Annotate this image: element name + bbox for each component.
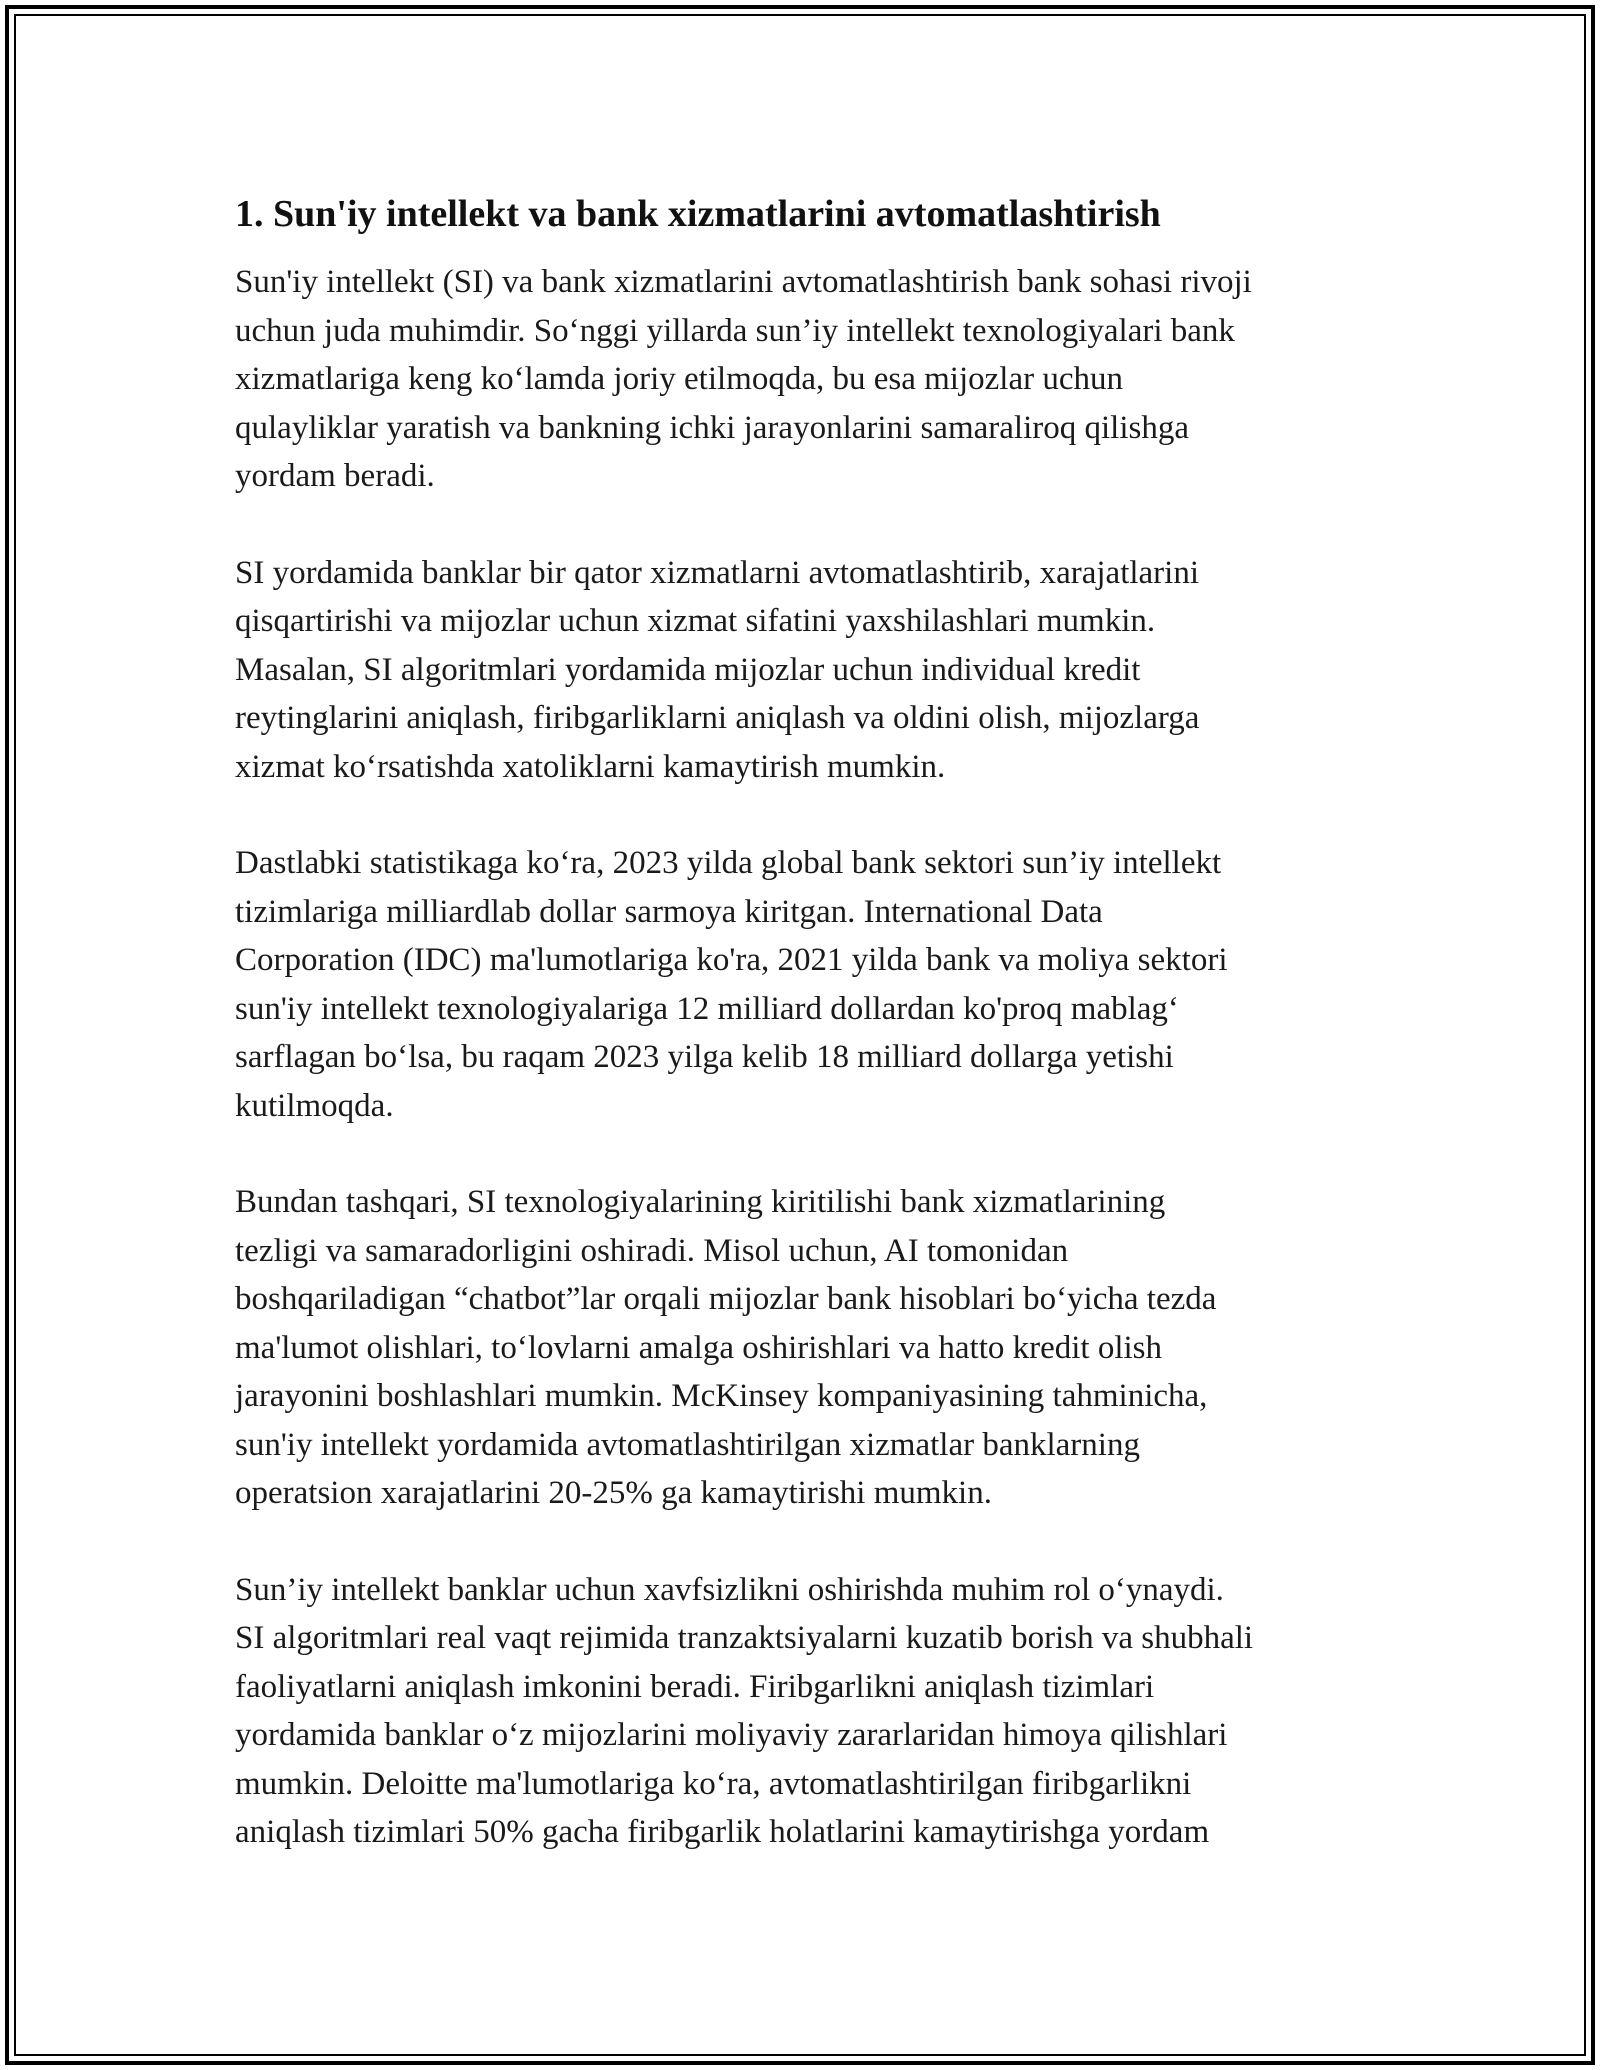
text-line: faoliyatlarni aniqlash imkonini beradi. Firibgarlikni aniqlash tizimlari [235, 1668, 1155, 1705]
text-line: Sun'iy intellekt (SI) va bank xizmatlarini avtomatlashtirish bank sohasi rivoji [235, 264, 1252, 300]
text-line: Bundan tashqari, SI texnologiyalarining kiritilishi bank xizmatlarining [235, 1184, 1166, 1220]
text-line: yordamida banklar o‘z mijozlarini moliyaviy zararlaridan himoya qilishlari [235, 1717, 1228, 1753]
text-line: Sun’iy intellekt banklar uchun xavfsizlikni oshirishda muhim rol o‘ynaydi. [235, 1571, 1224, 1608]
text-line: yordam beradi. [235, 458, 435, 494]
text-line: kutilmoqda. [235, 1087, 394, 1124]
text-line: boshqariladigan “chatbot”lar orqali mijozlar bank hisoblari bo‘yicha tezda [235, 1281, 1217, 1317]
text-line: qulayliklar yaratish va bankning ichki jarayonlarini samaraliroq qilishga [235, 409, 1189, 446]
paragraph-security [235, 1566, 1385, 1857]
text-line: Masalan, SI algoritmlari yordamida mijozlar uchun individual kredit [235, 651, 1141, 688]
text-line: mumkin. Deloitte ma'lumotlariga ko‘ra, avtomatlashtirilgan firibgarlikni [235, 1765, 1192, 1802]
document-body [235, 188, 1385, 1905]
text-line: operatsion xarajatlarini 20-25% ga kamaytirishi mumkin. [235, 1475, 992, 1511]
text-line: tezligi va samaradorligini oshiradi. Misol uchun, AI tomonidan [235, 1232, 1069, 1269]
text-line: SI algoritmlari real vaqt rejimida tranzaktsiyalarni kuzatib borish va shubhali [235, 1620, 1254, 1656]
text-line: xizmatlariga keng ko‘lamda joriy etilmoqda, bu esa mijozlar uchun [235, 361, 1123, 397]
text-line: SI yordamida banklar bir qator xizmatlarni avtomatlashtirib, xarajatlarini [235, 554, 1200, 591]
text-line: sun'iy intellekt texnologiyalariga 12 milliard dollardan ko'proq mablag‘ [235, 990, 1179, 1027]
text-line: jarayonini boshlashlari mumkin. McKinsey kompaniyasining tahminicha, [235, 1378, 1208, 1414]
text-line: sun'iy intellekt yordamida avtomatlashtirilgan xizmatlar banklarning [235, 1426, 1140, 1463]
text-line: Dastlabki statistikaga ko‘ra, 2023 yilda global bank sektori sun’iy intellekt [235, 845, 1222, 881]
text-line: ma'lumot olishlari, to‘lovlarni amalga oshirishlari va hatto kredit olish [235, 1329, 1163, 1366]
paragraph-statistics [235, 839, 1385, 1130]
paragraph-intro [235, 258, 1385, 501]
text-line: xizmat ko‘rsatishda xatoliklarni kamaytirish mumkin. [235, 748, 946, 785]
text-line: Corporation (IDC) ma'lumotlariga ko'ra, 2021 yilda bank va moliya sektori [235, 942, 1228, 978]
text-line: qisqartirishi va mijozlar uchun xizmat sifatini yaxshilashlari mumkin. [235, 603, 1156, 639]
section-heading: 1. Sun'iy intellekt va bank xizmatlarini avtomatlashtirish [235, 193, 1161, 235]
paragraph-efficiency [235, 1178, 1385, 1518]
paragraph-automation [235, 549, 1385, 792]
text-line: reytinglarini aniqlash, firibgarliklarni aniqlash va oldini olish, mijozlarga [235, 700, 1200, 736]
text-line: aniqlash tizimlari 50% gacha firibgarlik holatlarini kamaytirishga yordam [235, 1814, 1210, 1850]
text-line: uchun juda muhimdir. So‘nggi yillarda sun’iy intellekt texnologiyalari bank [235, 312, 1235, 349]
text-line: sarflagan bo‘lsa, bu raqam 2023 yilga kelib 18 milliard dollarga yetishi [235, 1039, 1174, 1075]
text-line: tizimlariga milliardlab dollar sarmoya kiritgan. International Data [235, 893, 1103, 930]
